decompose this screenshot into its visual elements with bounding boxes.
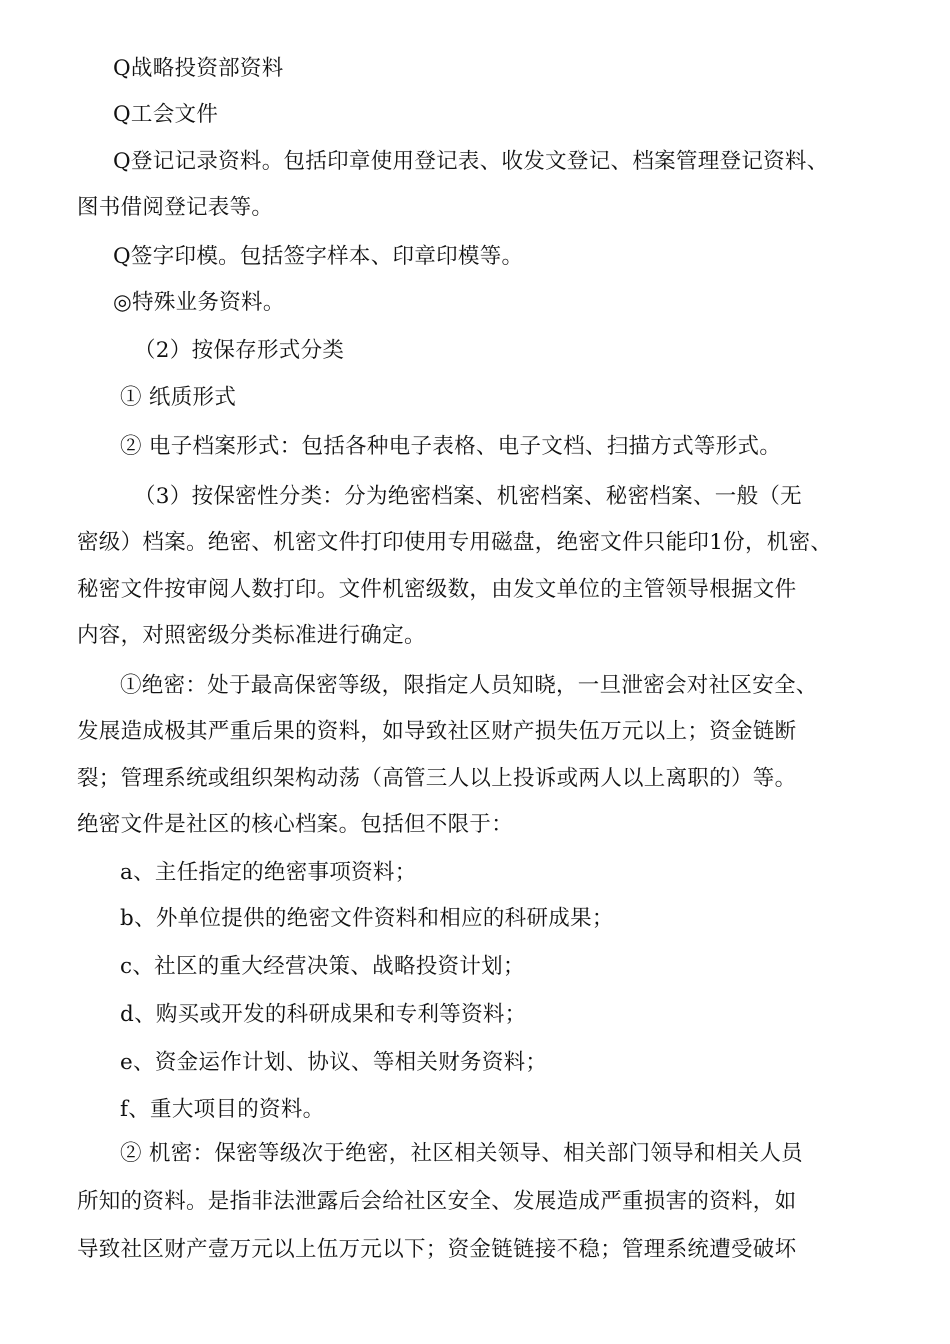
list-item-b: b、外单位提供的绝密文件资料和相应的科研成果； [120,906,614,931]
text-line-secret-3: 导致社区财产壹万元以上伍万元以下；资金链链接不稳；管理系统遭受破坏 [77,1237,797,1262]
text-line-paper-form: ① 纸质形式 [120,385,237,410]
text-line-confidentiality-3: 秘密文件按审阅人数打印。文件机密级数，由发文单位的主管领导根据文件 [77,577,797,602]
text-line-union-files: Q工会文件 [113,102,219,127]
list-item-d: d、购买或开发的科研成果和专利等资料； [120,1002,527,1027]
heading-storage-form: （2）按保存形式分类 [134,338,345,363]
text-line-confidentiality-4: 内容，对照密级分类标准进行确定。 [77,623,426,648]
text-line-top-secret-4: 绝密文件是社区的核心档案。包括但不限于： [77,812,514,837]
heading-confidentiality: （3）按保密性分类：分为绝密档案、机密档案、秘密档案、一般（无 [134,484,802,509]
text-line-special-business: ◎特殊业务资料。 [113,290,285,315]
text-line-top-secret-3: 裂；管理系统或组织架构动荡（高管三人以上投诉或两人以上离职的）等。 [77,766,797,791]
text-line-electronic-form: ② 电子档案形式：包括各种电子表格、电子文档、扫描方式等形式。 [120,434,782,459]
text-line-registration-records: Q登记记录资料。包括印章使用登记表、收发文登记、档案管理登记资料、 [113,149,829,174]
text-line-strategy-dept: Q战略投资部资料 [113,56,284,81]
text-line-library-register: 图书借阅登记表等。 [77,195,274,220]
list-item-f: f、重大项目的资料。 [120,1097,325,1122]
list-item-e: e、资金运作计划、协议、等相关财务资料； [120,1050,548,1075]
list-item-a: a、主任指定的绝密事项资料； [120,860,417,885]
text-line-signature-seals: Q签字印模。包括签字样本、印章印模等。 [113,244,524,269]
text-line-secret-1: ② 机密：保密等级次于绝密，社区相关领导、相关部门领导和相关人员 [120,1141,803,1166]
text-line-top-secret-1: ①绝密：处于最高保密等级，限指定人员知晓，一旦泄密会对社区安全、 [120,673,818,698]
text-line-top-secret-2: 发展造成极其严重后果的资料，如导致社区财产损失伍万元以上；资金链断 [77,719,797,744]
text-line-confidentiality-2: 密级）档案。绝密、机密文件打印使用专用磁盘，绝密文件只能印1份，机密、 [77,530,833,555]
text-line-secret-2: 所知的资料。是指非法泄露后会给社区安全、发展造成严重损害的资料，如 [77,1189,797,1214]
list-item-c: c、社区的重大经营决策、战略投资计划； [120,954,525,979]
